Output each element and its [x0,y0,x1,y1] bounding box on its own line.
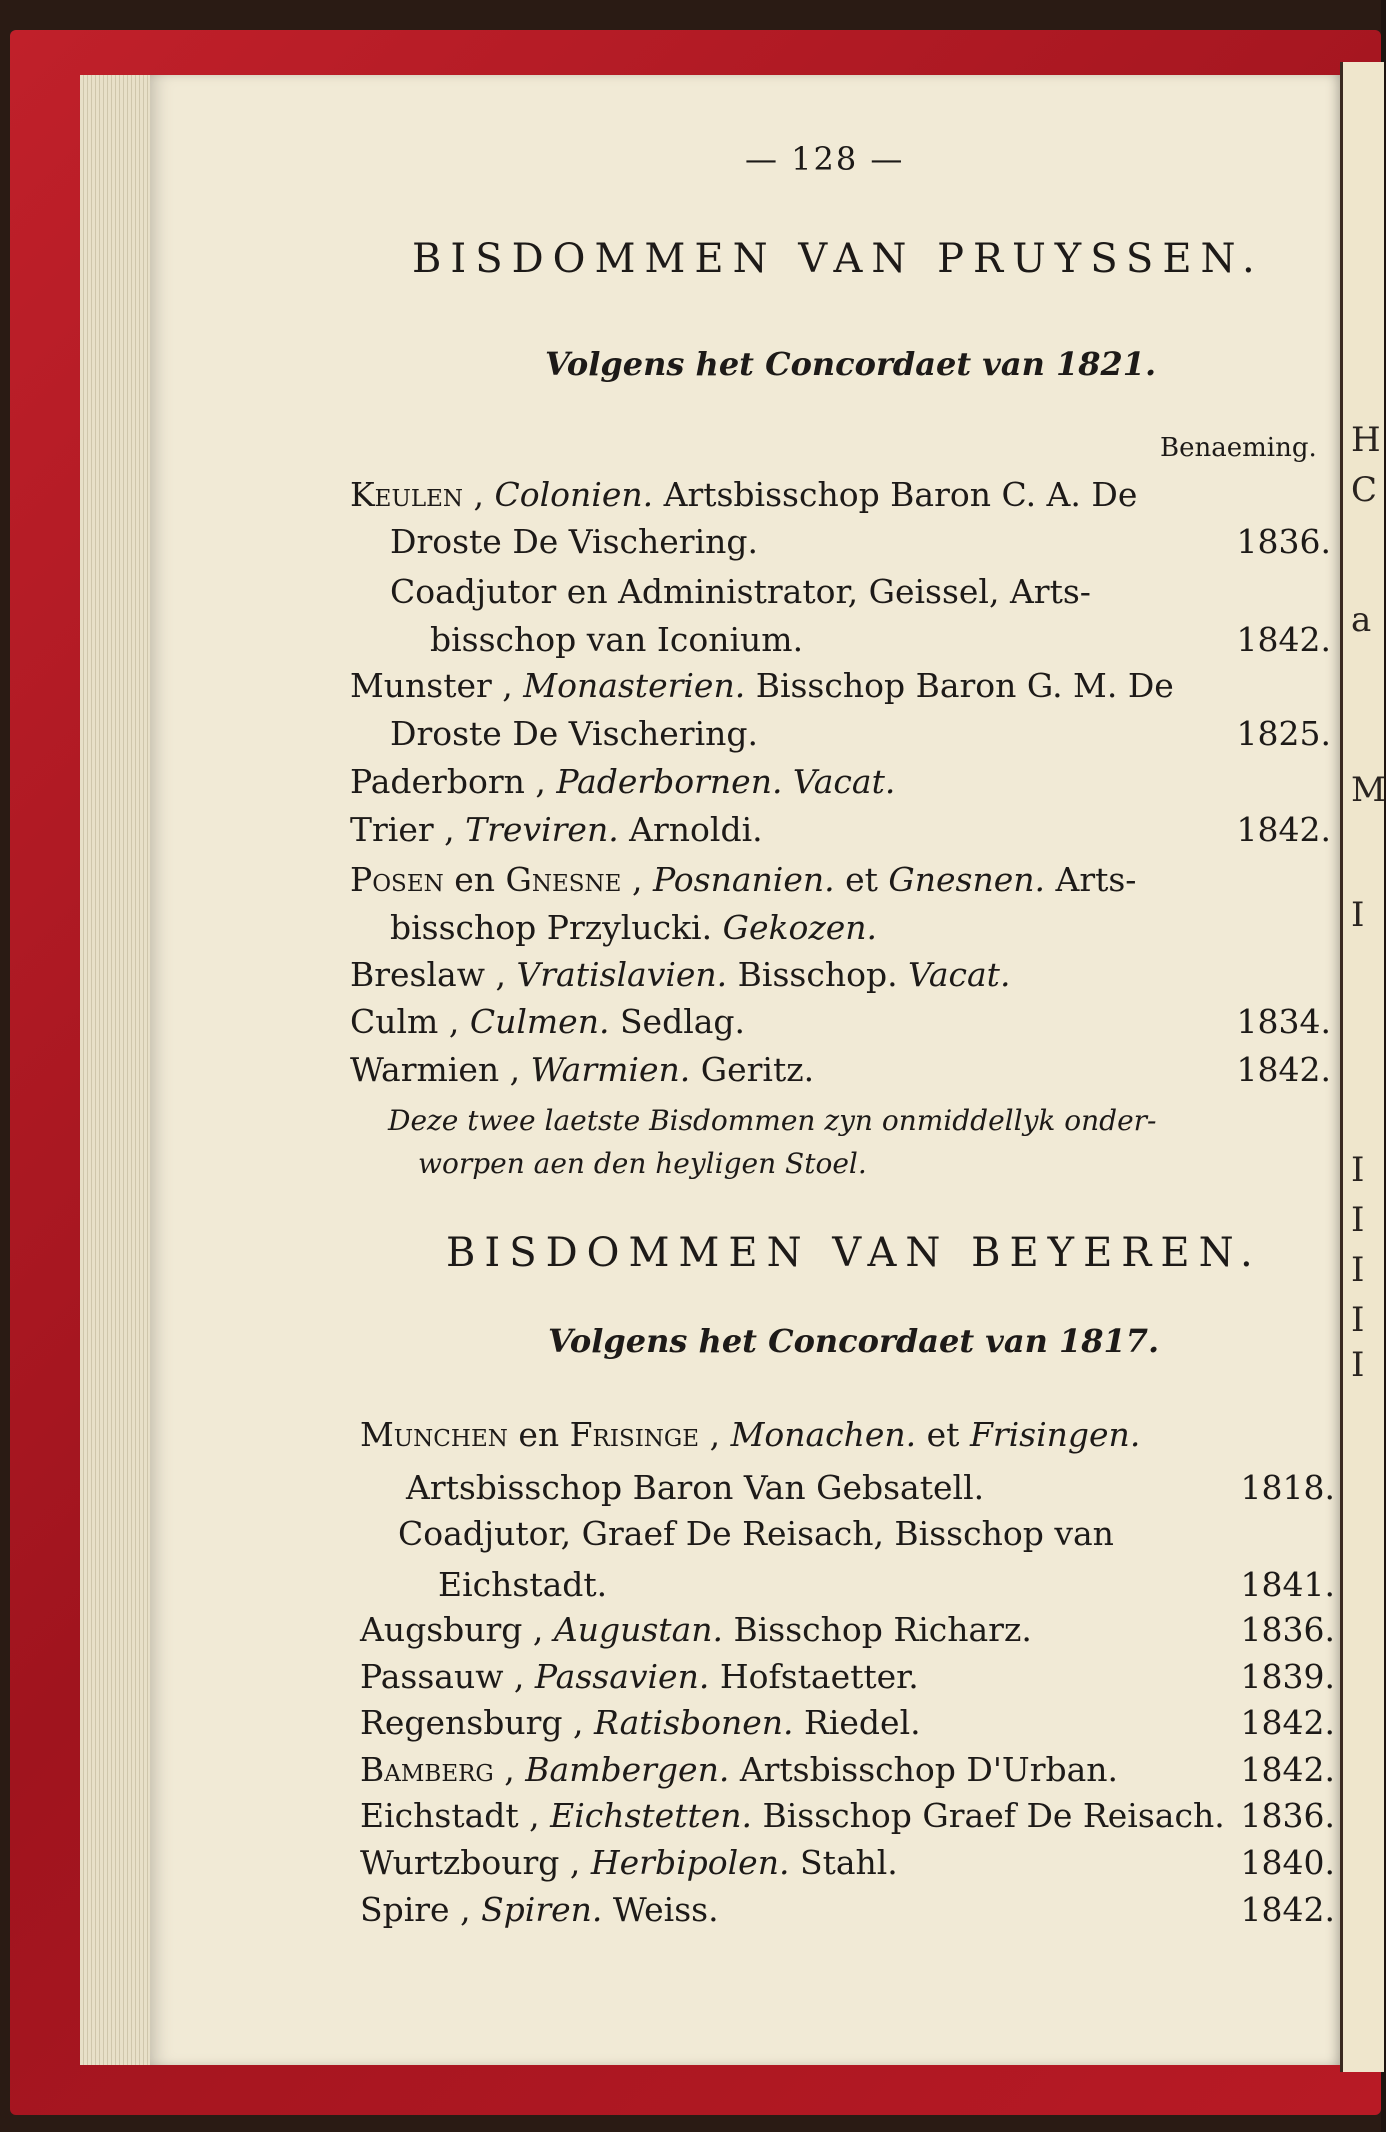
entry-line [430,620,803,659]
entry-place: Culm , [350,1002,470,1041]
entry-line [390,908,877,947]
entry-year: 1836. [1240,1610,1335,1649]
footnote-line: Deze twee laetste Bisdommen zyn onmiddellyk onder- [388,1104,1157,1137]
entry-diocese: Munchen [360,1415,508,1454]
entry-line [350,860,1136,899]
entry-year: 1841. [1240,1565,1335,1604]
entry-text: Coadjutor en Administrator, Geissel, Arts- [390,572,1091,611]
column-header: Benaeming. [1160,433,1317,463]
entry-place: Trier , [350,810,466,849]
entry-latin-name: Vacat. [908,955,1011,994]
entry-bishop: Stahl. [789,1843,898,1882]
entry-bishop: Bisschop. [727,955,909,994]
entry-line [360,1843,898,1882]
entry-line [398,1514,1114,1553]
next-page-letter: I [1351,1250,1365,1290]
entry-text: bisschop van Iconium. [430,620,804,659]
entry-place: Augsburg , [360,1610,554,1649]
entry-line [406,1468,984,1507]
entry-year: 1836. [1240,1796,1335,1835]
entry-year: 1836. [1236,522,1331,561]
entry-line [350,810,763,849]
entry-line [360,1890,719,1929]
entry-line [350,1002,745,1041]
entry-latin-name: Bambergen. [525,1750,730,1789]
entry-place: Breslaw , [350,955,517,994]
entry-sep: , [699,1415,731,1454]
next-page-edge [1340,62,1384,2072]
entry-latin-name: Ratisbonen. [593,1703,794,1742]
entry-latin-name: Herbipolen. [590,1843,790,1882]
entry-latin-name: Gekozen. [722,908,878,947]
entry-bishop: Artsbisschop Baron C. A. De [653,475,1138,514]
entry-year: 1842. [1236,810,1331,849]
entry-latin-name: Augustan. [553,1610,723,1649]
entry-diocese: Gnesne [505,860,622,899]
entry-year: 1825. [1236,714,1331,753]
entry-line [390,572,1091,611]
entry-latin-name: Passavien. [534,1657,710,1696]
entry-latin-name: Colonien. [494,475,654,514]
entry-text: Eichstadt. [438,1565,608,1604]
entry-text: Artsbisschop Baron Van Gebsatell. [406,1468,985,1507]
entry-diocese: Frisinge [569,1415,700,1454]
entry-year: 1842. [1240,1703,1335,1742]
entry-bishop: Geritz. [690,1050,815,1089]
entry-place: Warmien , [350,1050,531,1089]
section1-title: BISDOMMEN VAN PRUYSSEN. [412,236,1264,282]
next-page-letter: I [1351,1150,1365,1190]
entry-year: 1842. [1236,1050,1331,1089]
entry-bishop: Arnoldi. [618,810,763,849]
entry-latin-name: Frisingen. [969,1415,1141,1454]
entry-bishop: Bisschop Graef De Reisach. [752,1796,1225,1835]
entry-bishop: Riedel. [793,1703,921,1742]
entry-bishop: et [916,1415,970,1454]
entry-line [350,955,1010,994]
entry-latin-name: Paderbornen. Vacat. [556,762,896,801]
entry-text: Coadjutor, Graef De Reisach, Bisschop van [398,1514,1114,1553]
entry-latin-name: Culmen. [469,1002,610,1041]
entry-year: 1842. [1236,620,1331,659]
entry-sep: en [443,860,506,899]
entry-line [360,1610,1032,1649]
entry-bishop: Bisschop Baron G. M. De [745,666,1174,705]
next-page-letter: I [1351,1200,1365,1240]
entry-year: 1834. [1236,1002,1331,1041]
entry-place: Wurtzbourg , [360,1843,591,1882]
entry-latin-name: Eichstetten. [550,1796,753,1835]
entry-place: Eichstadt , [360,1796,551,1835]
next-page-letter: M [1351,770,1386,810]
entry-latin-name: Monachen. [730,1415,917,1454]
entry-year: 1840. [1240,1843,1335,1882]
entry-line [390,522,758,561]
entry-line [350,1050,814,1089]
entry-diocese: Posen [350,860,444,899]
entry-latin-name: Posnanien. [652,860,835,899]
entry-line [360,1796,1225,1835]
entry-bishop: Hofstaetter. [709,1657,919,1696]
entry-sep: en [507,1415,570,1454]
entry-year: 1839. [1240,1657,1335,1696]
next-page-letter: I [1351,895,1365,935]
entry-latin-name: Spiren. [481,1890,603,1929]
entry-line [350,762,895,801]
entry-year: 1842. [1240,1750,1335,1789]
entry-line [438,1565,607,1604]
entry-line [360,1703,921,1742]
section2-title: BISDOMMEN VAN BEYEREN. [446,1230,1262,1276]
entry-sep: , [463,475,495,514]
entry-latin-name: Monasterien. [523,666,746,705]
entry-latin-name: Gnesnen. [888,860,1046,899]
entry-bishop: Bisschop Richarz. [722,1610,1032,1649]
entry-place: Munster , [350,666,524,705]
entry-year: 1842. [1240,1890,1335,1929]
next-page-letter: C [1351,470,1378,510]
footnote-line: worpen aen den heyligen Stoel. [418,1147,867,1180]
entry-text: Droste De Vischering. [390,522,758,561]
entry-latin-name: Vratislavien. [516,955,728,994]
entry-line [360,1415,1140,1454]
entry-bishop: Artsbisschop D'Urban. [729,1750,1119,1789]
page-number: — 128 — [745,140,905,178]
entry-place: Spire , [360,1890,482,1929]
entry-place: Paderborn , [350,762,557,801]
next-page-letter: H [1351,420,1381,460]
entry-latin-name: Treviren. [465,810,619,849]
next-page-letter: I [1351,1345,1365,1385]
entry-line [360,1657,919,1696]
section1-subtitle: Volgens het Concordaet van 1821. [545,345,1157,383]
entry-text: Droste De Vischering. [390,714,758,753]
entry-latin-name: Warmien. [530,1050,691,1089]
entry-bishop: et [834,860,889,899]
next-page-letter: a [1351,600,1372,640]
section2-subtitle: Volgens het Concordaet van 1817. [548,1322,1160,1360]
entry-bishop: Sedlag. [609,1002,746,1041]
next-page-letter: I [1351,1300,1365,1340]
entry-bishop: Arts- [1045,860,1137,899]
entry-place: Passauw , [360,1657,535,1696]
entry-line [360,1750,1118,1789]
entry-place: Regensburg , [360,1703,594,1742]
entry-diocese: Keulen [350,475,464,514]
entry-sep: , [621,860,653,899]
entry-line [350,475,1137,514]
entry-year: 1818. [1240,1468,1335,1507]
entry-diocese: Bamberg [360,1750,494,1789]
entry-line [390,714,758,753]
entry-sep: , [493,1750,526,1789]
entry-place: bisschop Przylucki. [390,908,723,947]
entry-bishop: Weiss. [602,1890,719,1929]
entry-line [350,666,1174,705]
